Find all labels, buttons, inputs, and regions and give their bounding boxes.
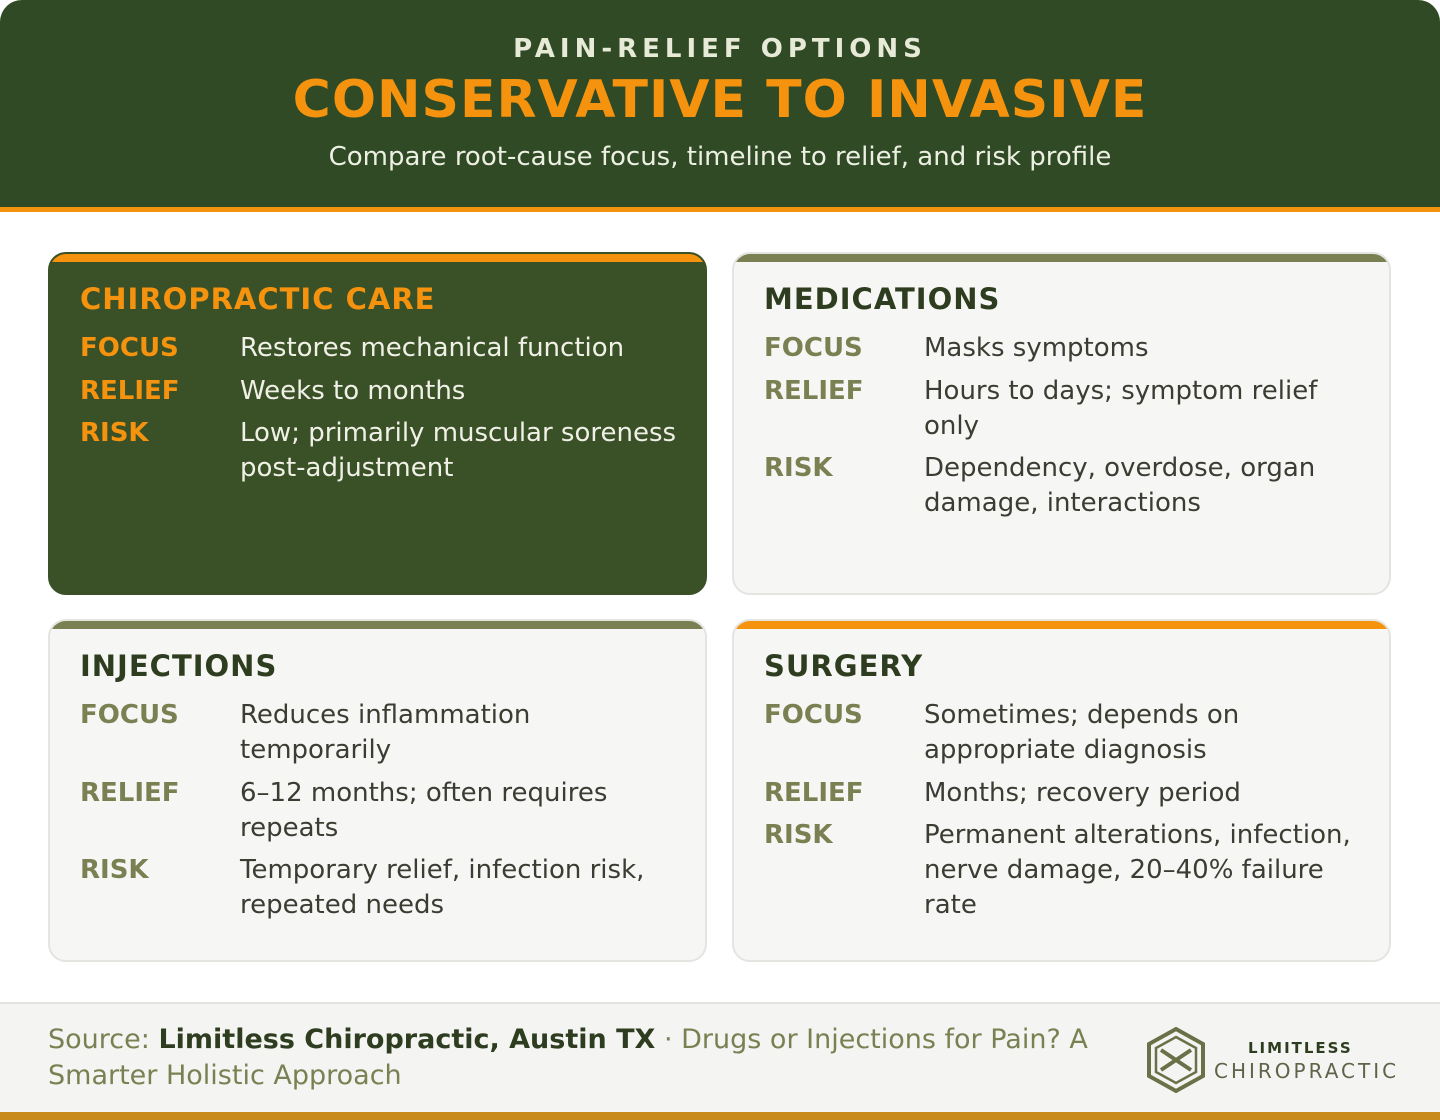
card-medications bbox=[732, 252, 1391, 595]
source-prefix: Source: bbox=[48, 1024, 150, 1055]
hexagon-logo-icon bbox=[1145, 1026, 1207, 1094]
focus-label: FOCUS bbox=[764, 700, 863, 730]
card-chiropractic-care bbox=[48, 252, 707, 595]
card-title: MEDICATIONS bbox=[764, 282, 1001, 316]
card-title: INJECTIONS bbox=[80, 649, 278, 683]
risk-label: RISK bbox=[80, 855, 149, 885]
card-injections bbox=[48, 619, 707, 962]
relief-label: RELIEF bbox=[764, 376, 864, 406]
risk-value: Permanent alterations, infection, nerve damage, 20–40% failure rate bbox=[924, 820, 1351, 920]
focus-label: FOCUS bbox=[80, 700, 179, 730]
relief-label: RELIEF bbox=[80, 778, 180, 808]
focus-value: Reduces inflammation temporarily bbox=[240, 700, 531, 765]
relief-label: RELIEF bbox=[80, 376, 180, 406]
relief-value: Months; recovery period bbox=[924, 778, 1241, 808]
source-name: Limitless Chiropractic, Austin TX bbox=[158, 1024, 656, 1055]
card-surgery bbox=[732, 619, 1391, 962]
logo-wordmark-bottom: CHIROPRACTIC bbox=[1214, 1059, 1400, 1083]
focus-value: Sometimes; depends on appropriate diagnosis bbox=[924, 700, 1240, 765]
footer-accent-bar bbox=[0, 1112, 1440, 1120]
source-citation bbox=[48, 1022, 1108, 1094]
page-title: CONSERVATIVE TO INVASIVE bbox=[292, 70, 1148, 130]
page-subtitle: Compare root-cause focus, timeline to relief, and risk profile bbox=[328, 142, 1112, 172]
logo-wordmark-top: LIMITLESS bbox=[1248, 1039, 1353, 1057]
risk-label: RISK bbox=[80, 418, 149, 448]
relief-label: RELIEF bbox=[764, 778, 864, 808]
source-separator: · bbox=[663, 1024, 673, 1055]
relief-value: Hours to days; symptom relief only bbox=[924, 376, 1318, 441]
card-title: SURGERY bbox=[764, 649, 924, 683]
header-accent-bar bbox=[0, 207, 1440, 212]
source-title: Drugs or Injections for Pain? A Smarter Holistic Approach bbox=[48, 1024, 1088, 1091]
relief-value: 6–12 months; often requires repeats bbox=[240, 778, 608, 843]
risk-label: RISK bbox=[764, 820, 833, 850]
risk-label: RISK bbox=[764, 453, 833, 483]
footer bbox=[0, 1002, 1440, 1114]
eyebrow-text: PAIN-RELIEF OPTIONS bbox=[513, 34, 927, 64]
focus-value: Masks symptoms bbox=[924, 333, 1149, 363]
header-banner bbox=[0, 0, 1440, 207]
risk-value: Low; primarily muscular soreness post-adjustment bbox=[240, 418, 677, 483]
focus-label: FOCUS bbox=[80, 333, 179, 363]
focus-label: FOCUS bbox=[764, 333, 863, 363]
relief-value: Weeks to months bbox=[240, 376, 466, 406]
risk-value: Temporary relief, infection risk, repeated needs bbox=[240, 855, 645, 920]
card-title: CHIROPRACTIC CARE bbox=[80, 282, 436, 316]
focus-value: Restores mechanical function bbox=[240, 333, 625, 363]
risk-value: Dependency, overdose, organ damage, interactions bbox=[924, 453, 1316, 518]
